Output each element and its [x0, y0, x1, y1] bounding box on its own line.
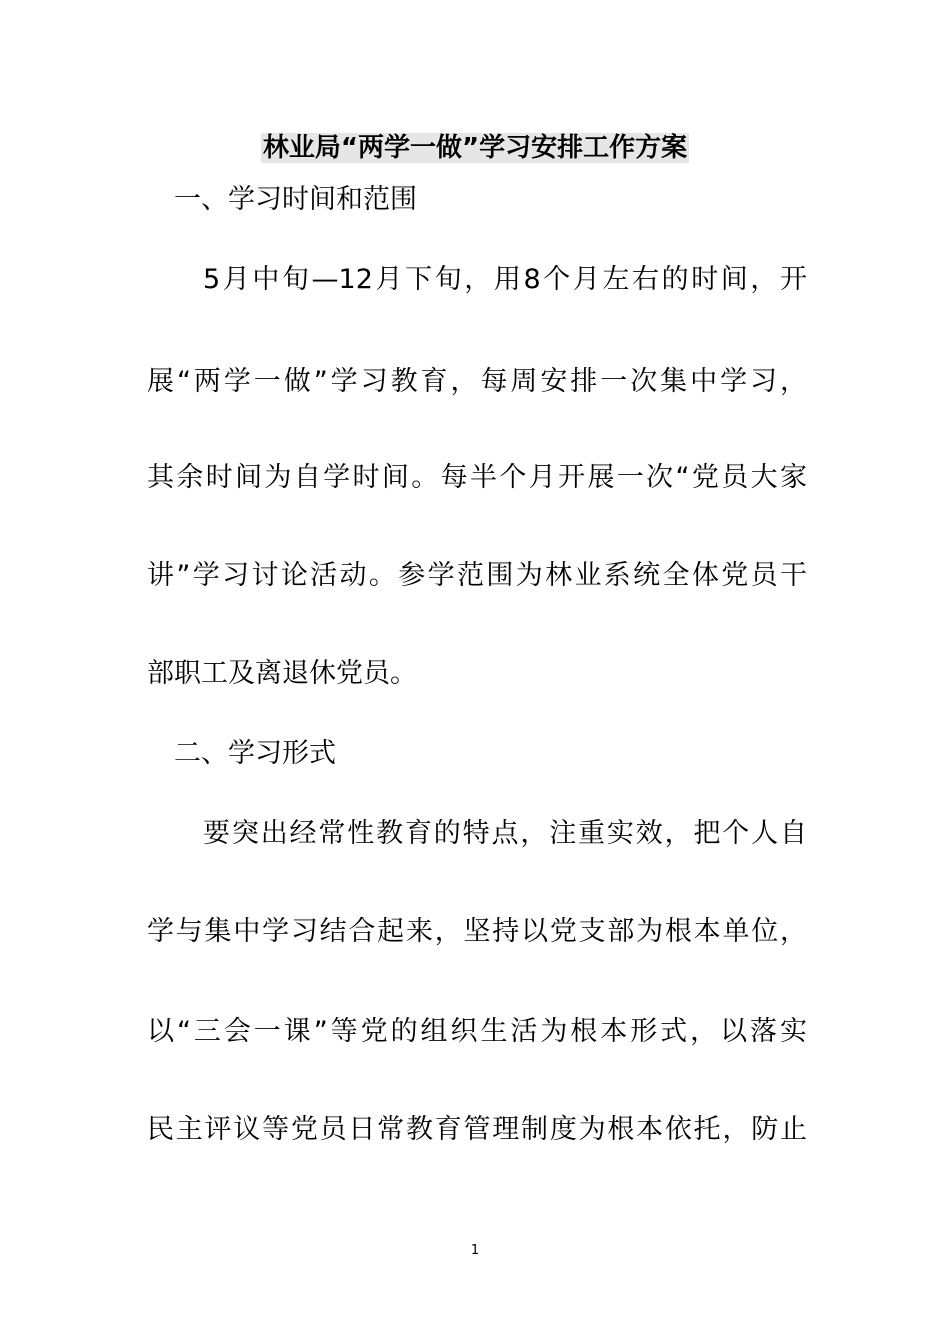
paragraph-line: 民主评议等党员日常教育管理制度为根本依托，防止 — [147, 1114, 807, 1145]
paragraph-line: 以“三会一课”等党的组织生活为根本形式，以落实 — [147, 1016, 807, 1047]
section-heading-time-scope: 一、学习时间和范围 — [174, 184, 417, 215]
paragraph-line: 部职工及离退休党员。 — [147, 658, 417, 689]
paragraph-line: 展“两学一做”学习教育，每周安排一次集中学习， — [147, 366, 807, 397]
paragraph-line: 讲”学习讨论活动。参学范围为林业系统全体党员干 — [147, 560, 807, 591]
document-title — [0, 128, 950, 168]
paragraph-line: 其余时间为自学时间。每半个月开展一次“党员大家 — [147, 462, 807, 493]
paragraph-line: 要突出经常性教育的特点，注重实效，把个人自 — [203, 818, 807, 849]
paragraph-line: 5月中旬—12月下旬，用8个月左右的时间，开 — [203, 264, 807, 295]
paragraph-line: 学与集中学习结合起来，坚持以党支部为根本单位， — [147, 916, 807, 947]
page-number: 1 — [470, 1243, 480, 1258]
document-title-text: 林业局“两学一做”学习安排工作方案 — [262, 133, 688, 163]
section-heading-study-form: 二、学习形式 — [174, 738, 336, 769]
